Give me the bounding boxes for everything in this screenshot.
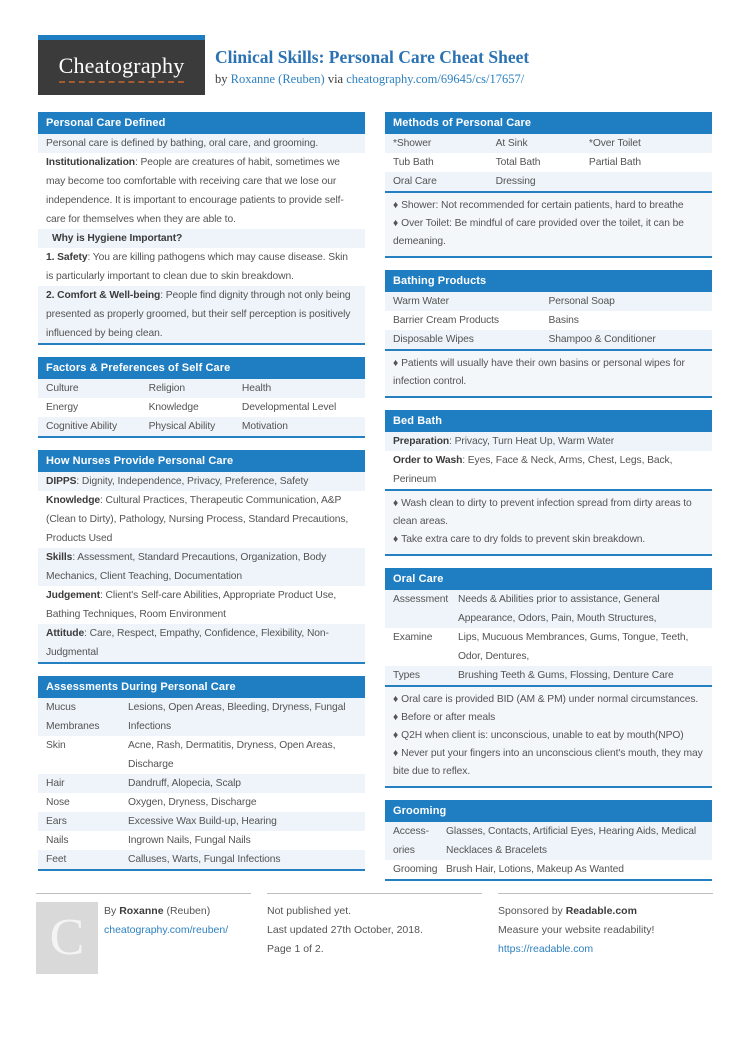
table-row bbox=[385, 590, 712, 628]
row-text: : You are killing pathogens which may cause disease. Skin is particularly important to clean due to skin breakdown. bbox=[46, 252, 348, 282]
table-cell: Cognitive Ability bbox=[46, 421, 117, 432]
sponsor-line bbox=[498, 902, 713, 921]
row-value: Acne, Rash, Dermatitis, Dryness, Open Areas, Discharge bbox=[128, 740, 336, 770]
table-cell: Personal Soap bbox=[548, 296, 615, 307]
byline-by: by bbox=[215, 72, 228, 86]
diamond-bullet-icon: ♦ bbox=[393, 730, 399, 741]
note-text: Patients will usually have their own basins or personal wipes for infection control. bbox=[393, 358, 685, 387]
table-row bbox=[38, 793, 365, 812]
row-label: 2. Comfort & Well-being bbox=[46, 290, 161, 301]
footer-author-line bbox=[104, 902, 228, 921]
avatar-letter: C bbox=[49, 909, 85, 966]
table-row bbox=[385, 292, 712, 311]
byline-via: via bbox=[327, 72, 344, 86]
table-row bbox=[38, 491, 365, 548]
row-text: : Privacy, Turn Heat Up, Warm Water bbox=[449, 436, 615, 447]
row-label: Institutionalization bbox=[46, 157, 135, 168]
author-profile-link[interactable]: cheatography.com/reuben/ bbox=[104, 924, 229, 936]
row-key: Feet bbox=[46, 854, 67, 865]
table-row bbox=[385, 628, 712, 666]
table-row bbox=[385, 860, 712, 879]
card-assessments-during-personal-care bbox=[38, 676, 365, 871]
footer-author-rest: (Reuben) bbox=[166, 905, 211, 917]
table-row bbox=[38, 774, 365, 793]
row-label: 1. Safety bbox=[46, 252, 88, 263]
table-row bbox=[38, 248, 365, 286]
section-header: Personal Care Defined bbox=[38, 112, 365, 134]
table-cell: Developmental Level bbox=[241, 402, 337, 413]
note-text: Never put your fingers into an unconscious client's mouth, they may bite due to reflex. bbox=[393, 748, 703, 777]
row-text: : Care, Respect, Empathy, Confidence, Flexibility, Non-Judgmental bbox=[46, 628, 329, 658]
diamond-bullet-icon: ♦ bbox=[393, 748, 399, 759]
table-row bbox=[38, 379, 365, 398]
table-row bbox=[38, 417, 365, 436]
footer-status-column bbox=[267, 893, 482, 974]
table-cell: Knowledge bbox=[148, 402, 199, 413]
table-cell: Physical Ability bbox=[148, 421, 216, 432]
table-row bbox=[38, 548, 365, 586]
row-key: Assessment bbox=[393, 594, 449, 605]
row-key: Types bbox=[393, 670, 420, 681]
row-text: : Cultural Practices, Therapeutic Communication, A&P (Clean to Dirty), Pathology, Nursing Process, Standard Precautions, Products Used bbox=[46, 495, 349, 544]
sheet-url-link[interactable]: cheatography.com/69645/cs/17657/ bbox=[346, 72, 525, 86]
row-key: Mucus Membranes bbox=[46, 702, 100, 732]
row-text: : People are creatures of habit, sometimes we may become too comfortable with receiving care that we lose our independence. It is important to encourage patients to provide self-care for themselves when they are able to. bbox=[46, 157, 344, 225]
row-text: Personal care is defined by bathing, oral care, and grooming. bbox=[46, 138, 319, 149]
row-key: Hair bbox=[46, 778, 65, 789]
footer-author-column bbox=[36, 893, 251, 974]
note-text: Wash clean to dirty to prevent infection spread from dirty areas to clean areas. bbox=[393, 498, 692, 527]
table-row bbox=[38, 698, 365, 736]
section-header: Grooming bbox=[385, 800, 712, 822]
table-cell: Barrier Cream Products bbox=[393, 315, 499, 326]
diamond-bullet-icon: ♦ bbox=[393, 218, 399, 229]
card-how-nurses-provide-personal-care bbox=[38, 450, 365, 664]
table-cell: Total Bath bbox=[495, 157, 541, 168]
row-value: Lesions, Open Areas, Bleeding, Dryness, Fungal Infections bbox=[128, 702, 346, 732]
note-text: Take extra care to dry folds to prevent skin breakdown. bbox=[401, 534, 646, 545]
note-item bbox=[393, 531, 704, 549]
row-key: Skin bbox=[46, 740, 66, 751]
diamond-bullet-icon: ♦ bbox=[393, 358, 399, 369]
table-row bbox=[38, 586, 365, 624]
row-label: DIPPS bbox=[46, 476, 77, 487]
table-row bbox=[38, 736, 365, 774]
diamond-bullet-icon: ♦ bbox=[393, 694, 399, 705]
table-cell: Tub Bath bbox=[393, 157, 434, 168]
row-value: Glasses, Contacts, Artificial Eyes, Hearing Aids, Medical Necklaces & Bracelets bbox=[446, 826, 697, 856]
note-text: Over Toilet: Be mindful of care provided over the toilet, it can be demeaning. bbox=[393, 218, 684, 247]
table-row bbox=[385, 311, 712, 330]
note-text: Q2H when client is: unconscious, unable to eat by mouth(NPO) bbox=[401, 730, 684, 741]
table-cell: Dressing bbox=[495, 176, 536, 187]
table-cell: Shampoo & Conditioner bbox=[548, 334, 656, 345]
table-cell: Oral Care bbox=[393, 176, 437, 187]
row-text: : Client's Self-care Abilities, Appropriate Product Use, Bathing Techniques, Room Environment bbox=[46, 590, 337, 620]
card-grooming bbox=[385, 800, 712, 881]
logo-text: Cheatography bbox=[59, 53, 185, 83]
row-value: Excessive Wax Build-up, Hearing bbox=[128, 816, 277, 827]
row-text: : Eyes, Face & Neck, Arms, Chest, Legs, Back, Perineum bbox=[393, 455, 673, 485]
diamond-bullet-icon: ♦ bbox=[393, 200, 399, 211]
table-row bbox=[385, 134, 712, 153]
table-cell: *Shower bbox=[393, 138, 432, 149]
table-row bbox=[385, 330, 712, 349]
table-cell: Partial Bath bbox=[588, 157, 641, 168]
page-title: Clinical Skills: Personal Care Cheat Sheet bbox=[215, 47, 530, 67]
table-row bbox=[38, 624, 365, 662]
footer-author-meta bbox=[104, 902, 228, 974]
note-item bbox=[393, 727, 704, 745]
section-header: Assessments During Personal Care bbox=[38, 676, 365, 698]
table-row bbox=[38, 812, 365, 831]
note-text: Before or after meals bbox=[401, 712, 496, 723]
author-avatar[interactable] bbox=[36, 902, 98, 974]
table-row bbox=[385, 432, 712, 451]
diamond-bullet-icon: ♦ bbox=[393, 534, 399, 545]
row-key: Ears bbox=[46, 816, 67, 827]
table-cell: Disposable Wipes bbox=[393, 334, 474, 345]
last-updated: Last updated 27th October, 2018. bbox=[267, 924, 423, 936]
row-key: Access-ories bbox=[393, 826, 429, 856]
table-cell: At Sink bbox=[495, 138, 528, 149]
table-row bbox=[385, 666, 712, 685]
row-text: : People find dignity through not only being presented as properly groomed, but their self perception is positively influenced by being clean. bbox=[46, 290, 351, 339]
sponsored-by-label: Sponsored by bbox=[498, 905, 563, 917]
table-row bbox=[385, 451, 712, 489]
header-title-block bbox=[215, 47, 529, 87]
table-row bbox=[38, 472, 365, 491]
note-item bbox=[393, 691, 704, 709]
notes-block bbox=[385, 685, 712, 786]
row-label: Judgement bbox=[46, 590, 101, 601]
note-item bbox=[393, 355, 704, 391]
byline bbox=[215, 72, 529, 87]
card-personal-care-defined bbox=[38, 112, 365, 345]
right-column bbox=[385, 112, 712, 881]
row-value: Needs & Abilities prior to assistance, General Appearance, Odors, Pain, Mouth Structures, bbox=[458, 594, 660, 624]
table-row bbox=[38, 831, 365, 850]
footer bbox=[36, 893, 713, 974]
note-item bbox=[393, 745, 704, 781]
row-value: Lips, Mucuous Membrances, Gums, Tongue, Teeth, Odor, Dentures, bbox=[458, 632, 689, 662]
row-key: Nails bbox=[46, 835, 69, 846]
note-item bbox=[393, 495, 704, 531]
row-label: Order to Wash bbox=[393, 455, 463, 466]
diamond-bullet-icon: ♦ bbox=[393, 498, 399, 509]
note-text: Oral care is provided BID (AM & PM) under normal circumstances. bbox=[401, 694, 699, 705]
table-cell: *Over Toilet bbox=[588, 138, 641, 149]
footer-author-name: Roxanne bbox=[119, 905, 164, 917]
section-header: Methods of Personal Care bbox=[385, 112, 712, 134]
section-header: Bathing Products bbox=[385, 270, 712, 292]
card-factors-preferences-of-self-care bbox=[38, 357, 365, 438]
row-label: Skills bbox=[46, 552, 73, 563]
table-row bbox=[385, 822, 712, 860]
note-item bbox=[393, 215, 704, 251]
table-row bbox=[38, 850, 365, 869]
diamond-bullet-icon: ♦ bbox=[393, 712, 399, 723]
table-cell: Culture bbox=[46, 383, 79, 394]
row-value: Brushing Teeth & Gums, Flossing, Denture Care bbox=[458, 670, 674, 681]
notes-block bbox=[385, 349, 712, 396]
sponsor-tagline: Measure your website readability! bbox=[498, 924, 655, 936]
row-value: Dandruff, Alopecia, Scalp bbox=[128, 778, 241, 789]
row-key: Nose bbox=[46, 797, 70, 808]
table-cell: Energy bbox=[46, 402, 79, 413]
table-cell: Warm Water bbox=[393, 296, 450, 307]
table-row bbox=[385, 153, 712, 172]
table-row bbox=[38, 398, 365, 417]
row-label: Attitude bbox=[46, 628, 85, 639]
table-cell: Health bbox=[241, 383, 272, 394]
note-text: Shower: Not recommended for certain patients, hard to breathe bbox=[401, 200, 684, 211]
section-header: Oral Care bbox=[385, 568, 712, 590]
table-row bbox=[38, 153, 365, 229]
table-row bbox=[385, 172, 712, 191]
table-row bbox=[38, 134, 365, 153]
footer-sponsor-column bbox=[498, 893, 713, 974]
page-number: Page 1 of 2. bbox=[267, 943, 324, 955]
row-value: Brush Hair, Lotions, Makeup As Wanted bbox=[446, 864, 624, 875]
row-value: Oxygen, Dryness, Discharge bbox=[128, 797, 257, 808]
notes-block bbox=[385, 489, 712, 554]
table-cell: Motivation bbox=[241, 421, 288, 432]
sponsor-link[interactable]: https://readable.com bbox=[498, 943, 594, 955]
left-column bbox=[38, 112, 365, 871]
section-header: Factors & Preferences of Self Care bbox=[38, 357, 365, 379]
row-label: Preparation bbox=[393, 436, 450, 447]
content-columns bbox=[38, 112, 712, 881]
card-methods-of-personal-care bbox=[385, 112, 712, 258]
section-header: Bed Bath bbox=[385, 410, 712, 432]
row-key: Examine bbox=[393, 632, 433, 643]
row-key: Grooming bbox=[393, 864, 438, 875]
note-item bbox=[393, 709, 704, 727]
row-label: Knowledge bbox=[46, 495, 101, 506]
sponsor-name: Readable.com bbox=[565, 905, 637, 917]
row-value: Ingrown Nails, Fungal Nails bbox=[128, 835, 251, 846]
card-oral-care bbox=[385, 568, 712, 788]
card-bathing-products bbox=[385, 270, 712, 398]
row-text: : Assessment, Standard Precautions, Organization, Body Mechanics, Client Teaching, Documentation bbox=[46, 552, 327, 582]
note-item bbox=[393, 197, 704, 215]
card-bed-bath bbox=[385, 410, 712, 556]
table-cell: Basins bbox=[548, 315, 579, 326]
table-cell: Religion bbox=[148, 383, 186, 394]
row-text: : Dignity, Independence, Privacy, Preference, Safety bbox=[76, 476, 309, 487]
author-link[interactable]: Roxanne (Reuben) bbox=[230, 72, 325, 86]
publish-status: Not published yet. bbox=[267, 905, 352, 917]
section-header: How Nurses Provide Personal Care bbox=[38, 450, 365, 472]
table-cell bbox=[589, 172, 704, 191]
row-value: Calluses, Warts, Fungal Infections bbox=[128, 854, 281, 865]
footer-by-label: By bbox=[104, 905, 117, 917]
notes-block bbox=[385, 191, 712, 256]
cheatography-logo[interactable] bbox=[38, 35, 205, 95]
table-row bbox=[38, 286, 365, 343]
sub-heading: Why is Hygiene Important? bbox=[38, 229, 365, 248]
